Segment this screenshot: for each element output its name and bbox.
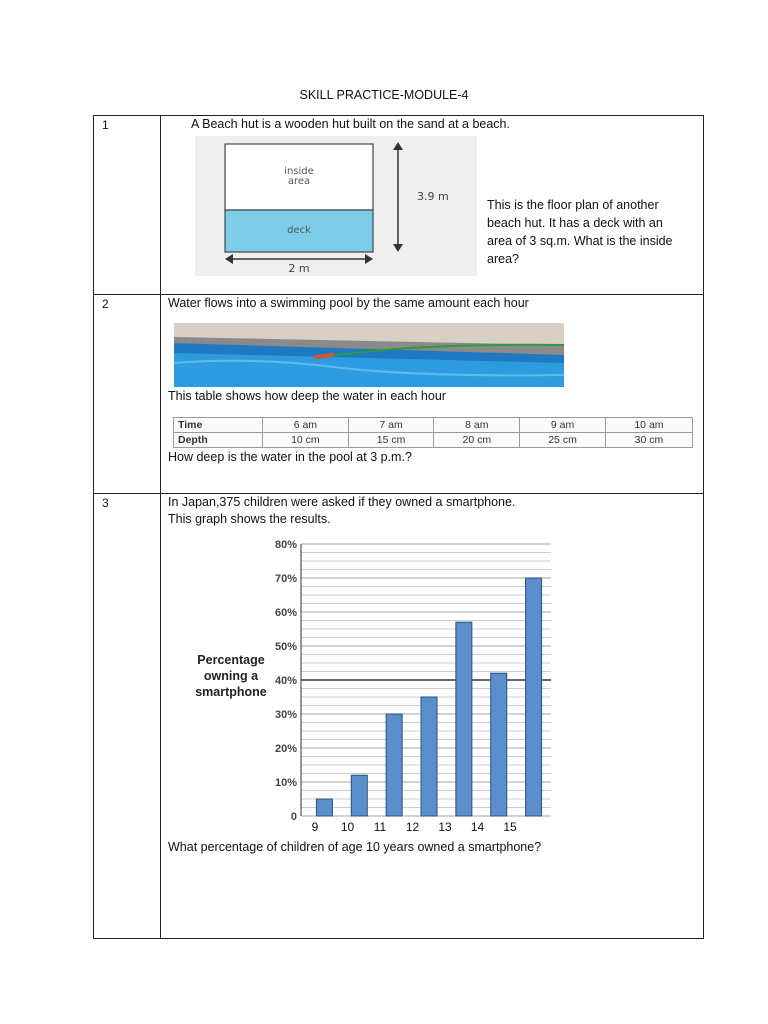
table-cell: 10 am xyxy=(605,418,692,433)
table-row-label: Time xyxy=(174,418,263,433)
y-tick-label: 20% xyxy=(274,743,297,755)
y-axis-label: smartphone xyxy=(195,685,267,699)
x-tick-label: 12 xyxy=(405,820,420,834)
bar xyxy=(491,673,507,816)
y-tick-label: 70% xyxy=(274,573,297,585)
bar xyxy=(351,775,367,816)
table-row-label: Depth xyxy=(174,433,263,448)
x-tick-label: 11 xyxy=(373,820,387,834)
beach-hut-diagram xyxy=(195,136,477,276)
table-cell: 10 cm xyxy=(263,433,349,448)
y-axis-label: Percentage xyxy=(197,653,265,667)
q2-table-caption: This table shows how deep the water in each hour xyxy=(168,389,446,403)
bar xyxy=(526,578,542,816)
y-tick-label: 30% xyxy=(274,709,297,721)
table-cell: 7 am xyxy=(348,418,434,433)
y-tick-label: 40% xyxy=(274,675,297,687)
q3-question: What percentage of children of age 10 years owned a smartphone? xyxy=(168,840,542,854)
table-cell: 9 am xyxy=(520,418,606,433)
question-number: 3 xyxy=(102,496,109,510)
question-row-2 xyxy=(94,295,704,494)
bar xyxy=(421,697,437,816)
y-tick-label: 10% xyxy=(274,777,297,789)
table-cell: 6 am xyxy=(263,418,349,433)
question-number-cell xyxy=(94,295,161,494)
deck-label: deck xyxy=(287,225,311,236)
table-row xyxy=(174,418,693,433)
table-row xyxy=(174,433,693,448)
width-label: 2 m xyxy=(288,262,310,275)
x-tick-label: 10 xyxy=(340,820,355,834)
q1-intro: A Beach hut is a wooden hut built on the sand at a beach. xyxy=(191,117,510,131)
bar xyxy=(316,799,332,816)
swimming-pool-image xyxy=(174,323,564,387)
table-cell: 15 cm xyxy=(348,433,434,448)
q1-question: This is the floor plan of another beach hut. It has a deck with an area of 3 sq.m. What is the inside area? xyxy=(487,198,673,266)
inside-label-2: area xyxy=(287,176,311,187)
table-cell: 20 cm xyxy=(434,433,520,448)
y-axis-label: owning a xyxy=(203,669,259,683)
y-tick-label: 50% xyxy=(274,641,297,653)
inside-label-1: inside xyxy=(284,166,314,177)
smartphone-bar-chart xyxy=(181,534,561,834)
question-table xyxy=(93,115,704,939)
depth-table xyxy=(173,417,693,448)
y-tick-label: 0 xyxy=(290,811,297,823)
page-title: SKILL PRACTICE-MODULE-4 xyxy=(299,88,469,102)
q3-intro-2: This graph shows the results. xyxy=(168,512,331,526)
table-cell: 30 cm xyxy=(605,433,692,448)
question-number-cell xyxy=(94,116,161,295)
bar xyxy=(456,622,472,816)
table-cell: 25 cm xyxy=(520,433,606,448)
table-cell: 8 am xyxy=(434,418,520,433)
q3-intro-1: In Japan,375 children were asked if they owned a smartphone. xyxy=(168,495,516,509)
question-number: 1 xyxy=(102,118,109,132)
x-tick-label: 13 xyxy=(438,820,452,834)
question-row-3 xyxy=(94,494,704,939)
y-tick-label: 60% xyxy=(274,607,297,619)
question-row-1 xyxy=(94,116,704,295)
x-tick-label: 9 xyxy=(311,820,319,834)
x-tick-label: 14 xyxy=(470,820,485,834)
x-tick-label: 15 xyxy=(503,820,517,834)
question-number-cell xyxy=(94,494,161,939)
bar xyxy=(386,714,402,816)
question-number: 2 xyxy=(102,297,109,311)
q2-intro: Water flows into a swimming pool by the same amount each hour xyxy=(168,296,529,310)
q2-question: How deep is the water in the pool at 3 p.m.? xyxy=(168,450,412,464)
y-tick-label: 80% xyxy=(274,539,297,551)
height-label: 3.9 m xyxy=(417,190,449,203)
